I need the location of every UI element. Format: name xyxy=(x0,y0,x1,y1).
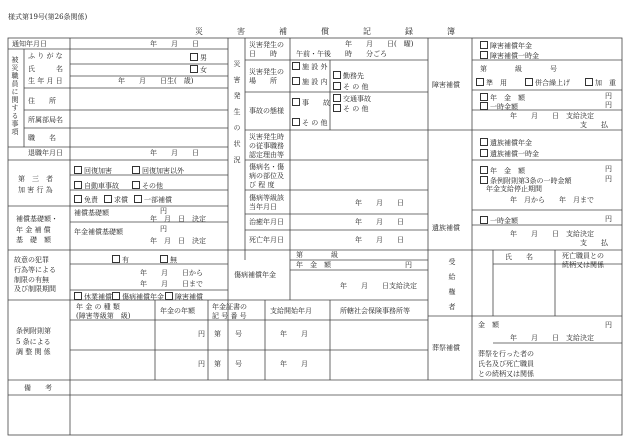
opt-claim[interactable]: 求償 xyxy=(104,195,128,204)
disability-annual-yen: 円 xyxy=(605,92,612,100)
recipient-name-label: 氏 名 xyxy=(505,253,533,261)
death-label: 死亡年月日 xyxy=(249,236,284,244)
cert-no-label: 年金証書の 記 号 番 号 xyxy=(212,303,247,321)
opt-other[interactable]: その他 xyxy=(132,181,163,190)
mode-traffic[interactable]: 交通事故 xyxy=(333,94,371,103)
period-to: 年 月 日まで xyxy=(140,280,203,288)
grade-label: 傷病等級該 当年月日 xyxy=(249,194,284,212)
commute-workplace[interactable]: 勤務先 xyxy=(333,71,364,80)
birth-value: 年 月 日生( 歳) xyxy=(118,77,194,85)
survivor-label: 遺族補償 xyxy=(432,224,460,232)
survivor-lumpsum[interactable]: 一時金額 xyxy=(480,216,518,225)
form-title: 災 害 補 償 記 録 簿 xyxy=(195,27,455,36)
disability-pension[interactable]: 障害補償年金 xyxy=(480,41,532,50)
base-amount-yen: 円 xyxy=(160,207,167,215)
notify-date-value: 年 月 日 xyxy=(150,40,199,48)
grade-aggravate[interactable]: 加 重 xyxy=(585,78,616,87)
birth-label: 生 年 月 日 xyxy=(28,77,63,85)
injury-pension-label: 傷病補償年金 xyxy=(234,271,276,279)
mode-traffic-other[interactable]: そ の 他 xyxy=(333,104,368,113)
disability-pay: 支 払 xyxy=(580,121,608,129)
occ-ampm: 午前・午後 時 分ごろ xyxy=(296,50,387,58)
survivor-pay: 支 払 xyxy=(580,239,608,247)
commute-other[interactable]: そ の 他 xyxy=(333,82,368,91)
funeral-yen: 円 xyxy=(605,321,612,329)
disability-lump[interactable]: 障害補償一時金 xyxy=(480,51,539,60)
male-checkbox[interactable]: 男 xyxy=(190,53,207,62)
cert-no-2: 第 号 xyxy=(214,360,242,368)
occ-place-label: 災害発生の 場 所 xyxy=(249,68,284,86)
survivor-annual-yen: 円 xyxy=(605,165,612,173)
base-amount-label: 補償基礎額・ 年 金 補 償 基 礎 額 xyxy=(16,215,58,244)
funeral-pay-decision: 年 月 日 支給決定 xyxy=(510,334,594,342)
survivor-lumpsum-yen: 円 xyxy=(605,215,612,223)
notify-date-label: 通知年月日 xyxy=(12,40,47,48)
mode-label: 事故の態様 xyxy=(249,107,284,115)
prepay-period-label: 年金支給停止期間 xyxy=(486,185,542,193)
injury-pension-amount: 年 金 額 xyxy=(296,261,331,269)
pension-amount-label: 年金の年額 xyxy=(160,307,195,315)
opt-exemption[interactable]: 免責 xyxy=(74,195,98,204)
funeral-amount-label: 金 額 xyxy=(478,321,499,329)
pension-yen-1: 円 xyxy=(198,330,205,338)
recipient-vertical-label: 受給権者 xyxy=(448,258,456,318)
healed-date: 年 月 日 xyxy=(355,218,404,226)
funeral-person-label: 葬祭を行った者の 氏名及び死亡職員 との続柄又は関係 xyxy=(478,350,534,378)
occurrence-vertical-label: 災害発生の状況 xyxy=(233,60,241,172)
base-amount-sublabel: 補償基礎額 xyxy=(74,209,109,217)
retire-value: 年 月 日 xyxy=(150,149,199,157)
remarks-label: 備 考 xyxy=(24,384,52,392)
pension-type-label: 年 金 の 種 類 (障害等級第 級) xyxy=(76,303,131,321)
injury-pension-yen: 円 xyxy=(405,261,412,269)
base-decision: 年 月 日 決定 xyxy=(150,215,206,223)
cat-injury-pension[interactable]: 傷病補償年金 xyxy=(112,292,164,301)
third-party-label: 第 三 者 加 害 行 為 xyxy=(18,175,53,195)
injury-label: 傷病名・傷 病の部位及 び 程 度 xyxy=(249,163,284,190)
relation-label: 死亡職員との 続柄又は関係 xyxy=(562,252,604,270)
name-label: 氏 名 xyxy=(28,65,63,73)
cat-disability[interactable]: 障害補償 xyxy=(165,292,203,301)
opt-recovery-harm[interactable]: 回復加害 xyxy=(74,166,112,175)
mode-accident[interactable]: 事 故 xyxy=(292,98,330,107)
disability-label: 障害補償 xyxy=(432,81,460,89)
form-id: 様式第19号(第26条関係) xyxy=(8,13,88,21)
grade-date: 年 月 日 xyxy=(355,199,404,207)
occ-time-label: 災害発生の 日 時 xyxy=(249,41,284,59)
female-checkbox[interactable]: 女 xyxy=(190,65,207,74)
opt-non-recovery-harm[interactable]: 回復加害以外 xyxy=(132,166,184,175)
survivor-lump[interactable]: 遺族補償一時金 xyxy=(480,149,539,158)
grade-apply[interactable]: 準 用 xyxy=(476,78,507,87)
cert-no-1: 第 号 xyxy=(214,330,242,338)
disability-lumpsum[interactable]: 一時金額 xyxy=(480,102,518,111)
retire-label: 退職年月日 xyxy=(28,149,63,157)
place-outside[interactable]: 施 設 外 xyxy=(292,62,327,71)
injury-pension-grade: 第 級 xyxy=(296,251,338,259)
disability-annual[interactable]: 年 金 額 xyxy=(480,93,525,102)
grade-combine[interactable]: 併合繰上げ xyxy=(525,78,570,87)
pension-base-label: 年金補償基礎額 xyxy=(74,228,123,236)
occupation-label: 災害発生時 の従事職務 認定理由等 xyxy=(249,133,284,160)
pension-yen-2: 円 xyxy=(198,360,205,368)
dept-label: 所属部局名 xyxy=(28,116,63,124)
prepay-period-range: 年 月から 年 月まで xyxy=(510,196,594,204)
victim-vertical-label: 被災職員に関する事項 xyxy=(11,56,19,136)
disability-grade: 第 級 号 xyxy=(480,65,557,73)
mode-other[interactable]: そ の 他 xyxy=(292,118,327,127)
crime-no[interactable]: 無 xyxy=(160,255,177,264)
survivor-annual[interactable]: 年 金 額 xyxy=(480,166,525,175)
occ-ymd: 年 月 日( 曜) xyxy=(345,40,414,48)
address-label: 住 所 xyxy=(28,97,56,105)
funeral-label: 葬祭補償 xyxy=(432,344,460,352)
pay-start-1: 年 月 xyxy=(280,330,308,338)
pay-start-label: 支給開始年月 xyxy=(270,307,312,315)
furigana-label: ふ り が な xyxy=(28,52,63,60)
disability-lumpsum-yen: 円 xyxy=(605,101,612,109)
survivor-pay-decision: 年 月 日 支給決定 xyxy=(510,230,594,238)
opt-car-accident[interactable]: 自動車事故 xyxy=(74,181,119,190)
survivor-supplementary[interactable]: 条例附則第3条の一時金額 xyxy=(480,176,571,185)
pay-start-2: 年 月 xyxy=(280,360,308,368)
healed-label: 治癒年月日 xyxy=(249,218,284,226)
opt-partial[interactable]: 一部補償 xyxy=(134,195,172,204)
ssoffice-label: 所轄社会保険事務所等 xyxy=(340,307,410,315)
pension-base-decision: 年 月 日 決定 xyxy=(150,237,206,245)
period-from: 年 月 日から xyxy=(140,269,203,277)
survivor-supplementary-yen: 円 xyxy=(605,175,612,183)
death-date: 年 月 日 xyxy=(355,236,404,244)
disability-pay-decision: 年 月 日 支給決定 xyxy=(510,112,594,120)
injury-pension-decision: 年 月 日支給決定 xyxy=(340,282,417,290)
survivor-pension[interactable]: 遺族補償年金 xyxy=(480,138,532,147)
place-inside[interactable]: 施 設 内 xyxy=(292,77,327,86)
cat-leave[interactable]: 休業補償 xyxy=(74,292,112,301)
crime-label: 故意の犯罪 行為等による 制限の有無 及び制限期間 xyxy=(14,256,56,294)
pension-base-yen: 円 xyxy=(160,225,167,233)
crime-yes[interactable]: 有 xyxy=(112,255,129,264)
post-label: 職 名 xyxy=(28,134,56,142)
adj-label: 条例附則第 5 条による 調 整 関 係 xyxy=(16,327,51,356)
